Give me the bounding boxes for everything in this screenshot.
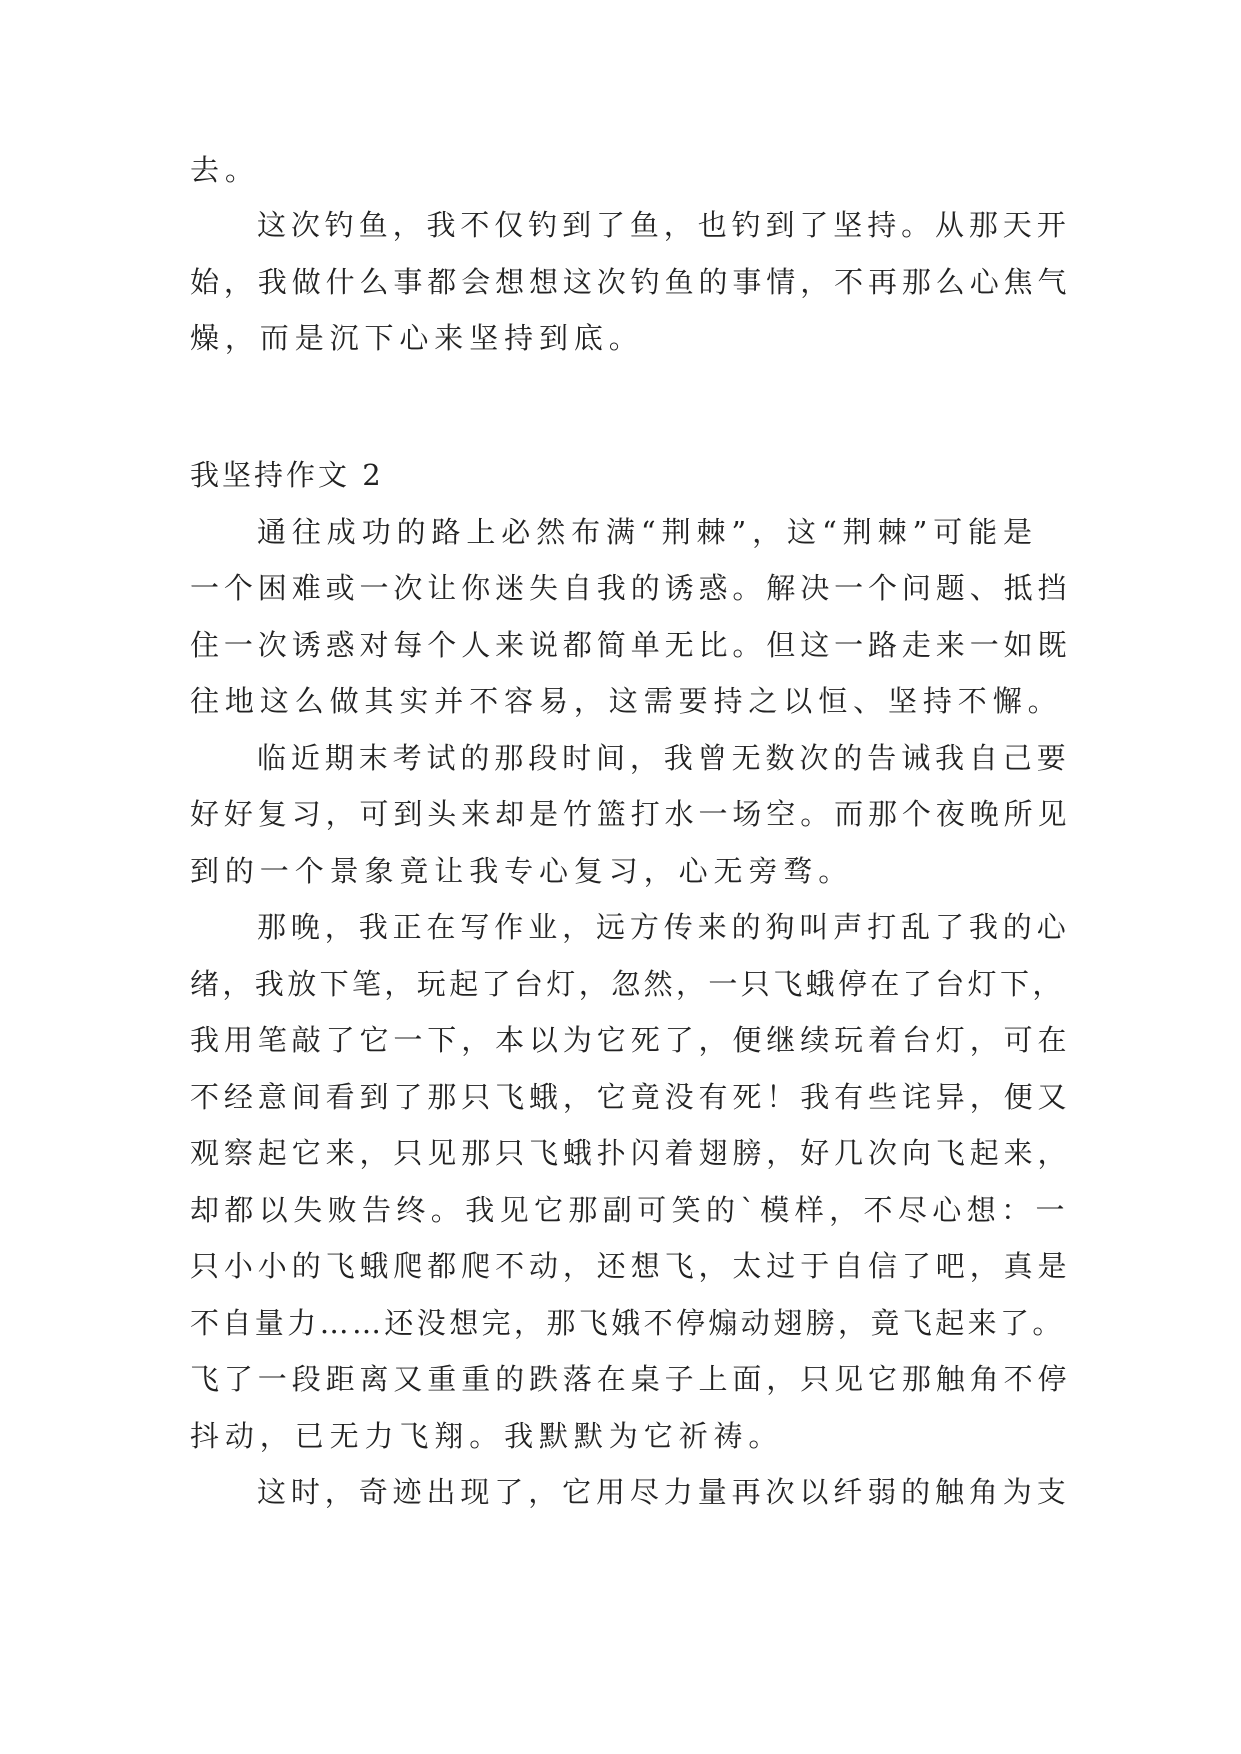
text-line: 好好复习，可到头来却是竹篮打水一场空。而那个夜晚所见: [190, 797, 1072, 831]
paragraph-start-line: 临近期末考试的那段时间，我曾无数次的告诫我自己要: [257, 741, 1071, 775]
text-line: 飞了一段距离又重重的跌落在桌子上面，只见它那触角不停: [190, 1362, 1072, 1396]
text-line: 到的一个景象竟让我专心复习，心无旁骛。: [190, 854, 854, 888]
text-line: 燥，而是沉下心来坚持到底。: [190, 321, 644, 355]
text-line: 始，我做什么事都会想想这次钓鱼的事情，不再那么心焦气: [190, 265, 1072, 299]
text-line: 我用笔敲了它一下，本以为它死了，便继续玩着台灯，可在: [190, 1023, 1072, 1057]
text-line: 抖动，已无力飞翔。我默默为它祈祷。: [190, 1419, 784, 1453]
text-line: 住一次诱惑对每个人来说都简单无比。但这一路走来一如既: [190, 628, 1072, 662]
text-line: 往地这么做其实并不容易，这需要持之以恒、坚持不懈。: [190, 684, 1063, 718]
paragraph-start-line: 这次钓鱼，我不仅钓到了鱼，也钓到了坚持。从那天开: [257, 208, 1071, 242]
text-line: 却都以失败告终。我见它那副可笑的`模样，不尽心想：一: [190, 1193, 1070, 1227]
text-line: 去。: [190, 153, 260, 187]
paragraph-start-line: 这时，奇迹出现了，它用尽力量再次以纤弱的触角为支: [257, 1475, 1071, 1509]
text-line: 一个困难或一次让你迷失自我的诱惑。解决一个问题、抵挡: [190, 571, 1072, 605]
text-line: 只小小的飞蛾爬都爬不动，还想飞，太过于自信了吧，真是: [190, 1249, 1072, 1283]
paragraph-start-line: 那晚，我正在写作业，远方传来的狗叫声打乱了我的心: [257, 910, 1071, 944]
text-line: 绪，我放下笔，玩起了台灯，忽然，一只飞蛾停在了台灯下，: [190, 967, 1065, 1001]
text-line: 不自量力……还没想完，那飞娥不停煽动翅膀，竟飞起来了。: [190, 1306, 1065, 1340]
text-line: 不经意间看到了那只飞蛾，它竟没有死！我有些诧异，便又: [190, 1080, 1072, 1114]
paragraph-start-line: 通往成功的路上必然布满“荆棘”，这“荆棘”可能是: [257, 515, 1038, 549]
section-heading: 我坚持作文 2: [190, 458, 384, 492]
text-line: 观察起它来，只见那只飞蛾扑闪着翅膀，好几次向飞起来，: [190, 1136, 1072, 1170]
